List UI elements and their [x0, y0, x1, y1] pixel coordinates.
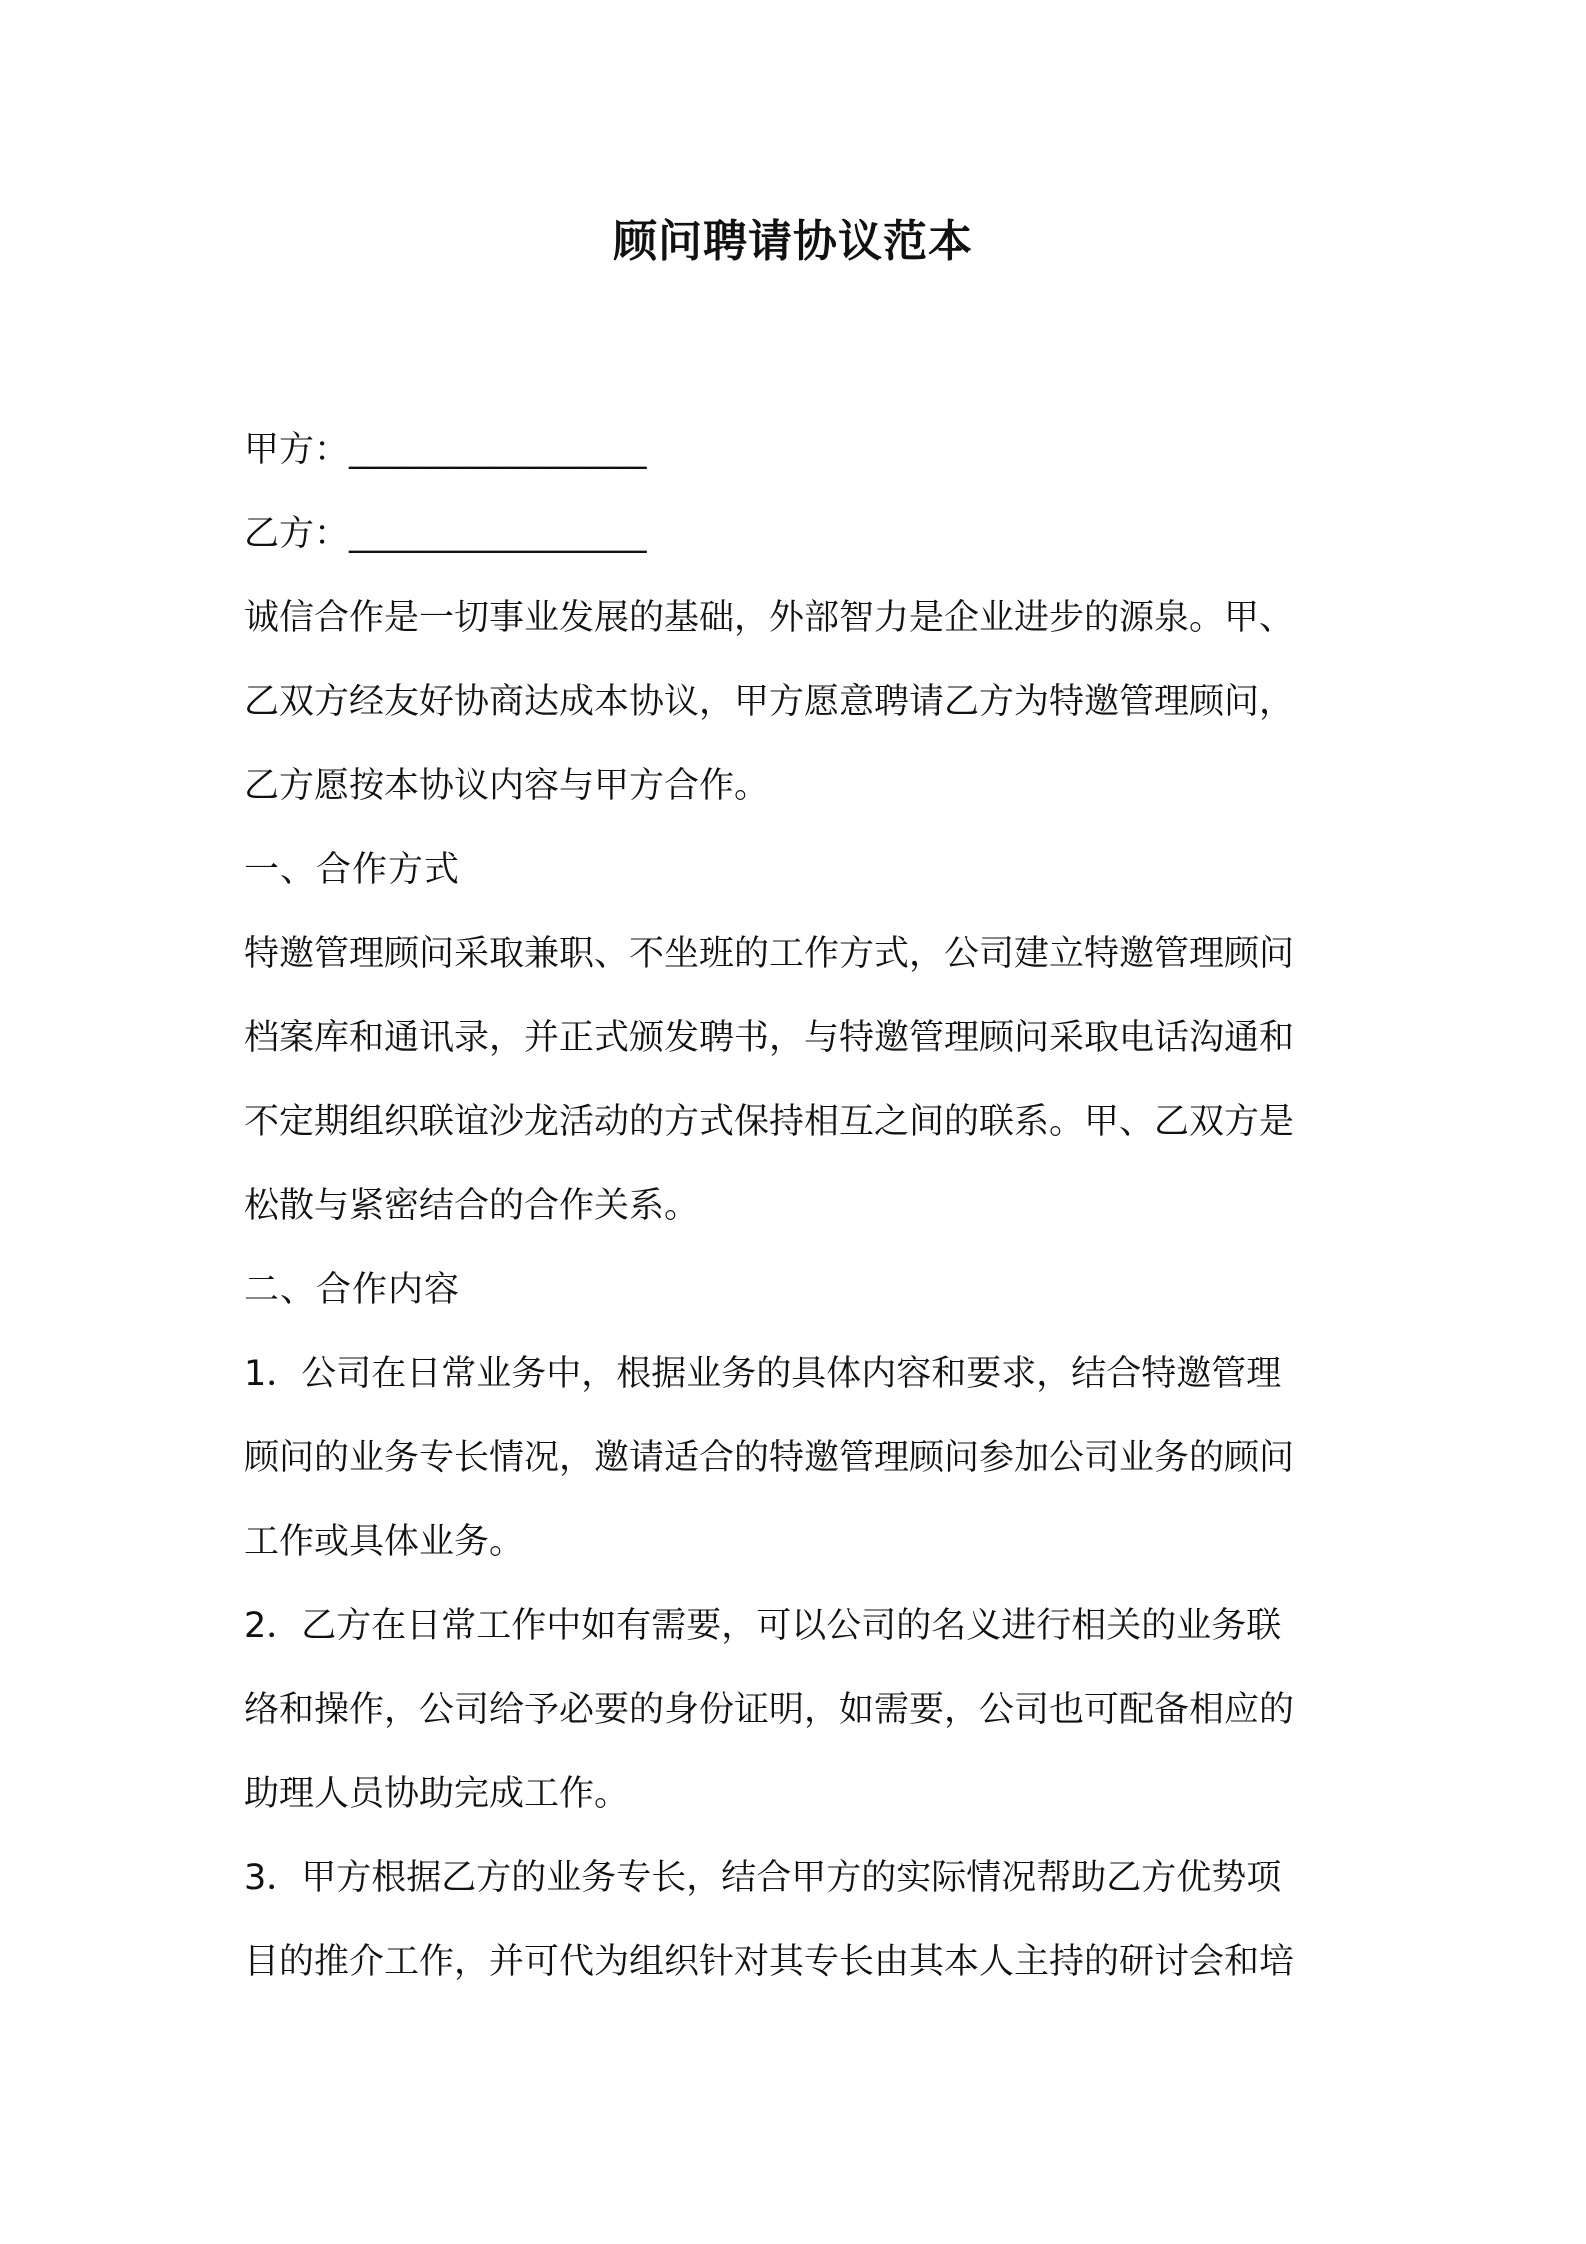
item2-line-2: 络和操作，公司给予必要的身份证明，如需要，公司也可配备相应的: [244, 1690, 1295, 1730]
item1-line-3: 工作或具体业务。: [244, 1522, 525, 1562]
party-a-line: 甲方：_________________: [244, 430, 647, 470]
section1-line-1: 特邀管理顾问采取兼职、不坐班的工作方式，公司建立特邀管理顾问: [244, 934, 1295, 974]
item1-line-1: 1．公司在日常业务中，根据业务的具体内容和要求，结合特邀管理: [244, 1354, 1282, 1394]
item1-line-2: 顾问的业务专长情况，邀请适合的特邀管理顾问参加公司业务的顾问: [244, 1438, 1295, 1478]
item2-line-3: 助理人员协助完成工作。: [244, 1774, 630, 1814]
item2-line-1: 2．乙方在日常工作中如有需要，可以公司的名义进行相关的业务联: [244, 1606, 1282, 1646]
document-title: 顾问聘请协议范本: [613, 216, 973, 267]
intro-line-1: 诚信合作是一切事业发展的基础，外部智力是企业进步的源泉。甲、: [244, 598, 1295, 638]
section1-line-2: 档案库和通讯录，并正式颁发聘书，与特邀管理顾问采取电话沟通和: [244, 1018, 1295, 1058]
item3-line-2: 目的推介工作，并可代为组织针对其专长由其本人主持的研讨会和培: [244, 1942, 1295, 1982]
intro-line-3: 乙方愿按本协议内容与甲方合作。: [244, 766, 770, 806]
section1-line-4: 松散与紧密结合的合作关系。: [244, 1186, 700, 1226]
party-b-line: 乙方：_________________: [244, 514, 647, 554]
section-heading-cooperation-content: 二、合作内容: [244, 1270, 461, 1310]
item3-line-1: 3．甲方根据乙方的业务专长，结合甲方的实际情况帮助乙方优势项: [244, 1858, 1282, 1898]
section-heading-cooperation-mode: 一、合作方式: [244, 850, 461, 890]
intro-line-2: 乙双方经友好协商达成本协议，甲方愿意聘请乙方为特邀管理顾问，: [244, 682, 1295, 722]
document-body: [244, 408, 1354, 2004]
section1-line-3: 不定期组织联谊沙龙活动的方式保持相互之间的联系。甲、乙双方是: [244, 1102, 1295, 1142]
